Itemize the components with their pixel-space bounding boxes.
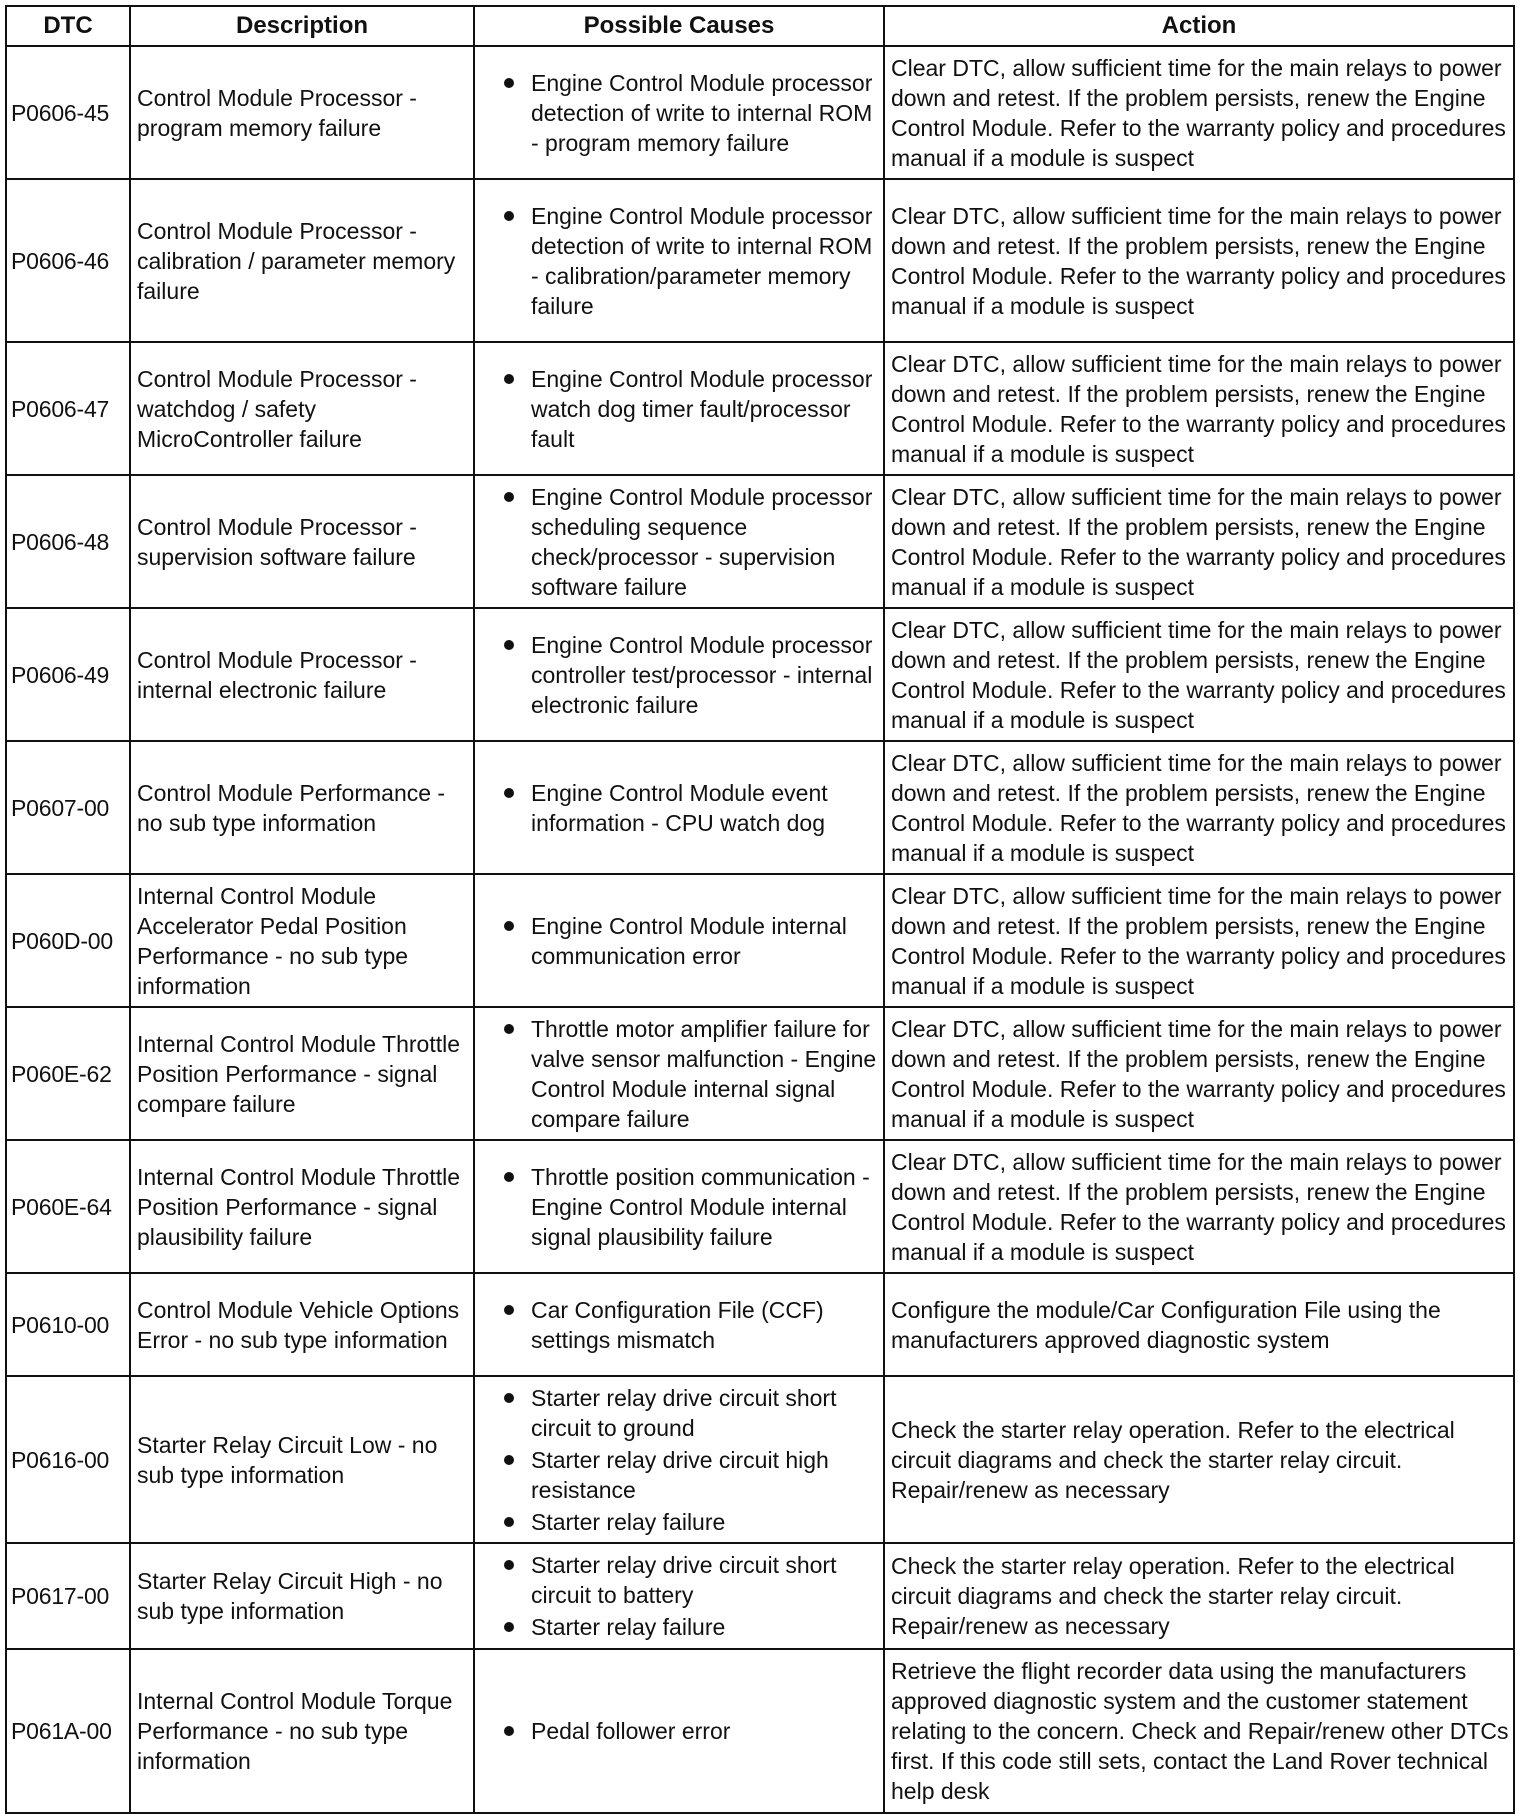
header-description: Description — [130, 6, 474, 46]
cause-item: Engine Control Module processor detection of write to internal ROM - program memory failure — [481, 68, 879, 158]
table-row — [6, 475, 1514, 608]
description-cell: Starter Relay Circuit Low - no sub type information — [130, 1376, 474, 1543]
table-body — [6, 46, 1514, 1813]
causes-cell — [474, 1273, 884, 1376]
dtc-code: P0617-00 — [6, 1543, 130, 1649]
causes-cell — [474, 179, 884, 342]
causes-list — [481, 1162, 879, 1252]
cause-item: Starter relay drive circuit short circuit to ground — [481, 1383, 879, 1443]
action-cell: Clear DTC, allow sufficient time for the main relays to power down and retest. If the problem persists, renew the Engine Control Module. Refer to the warranty policy and procedures manual if a module is suspect — [884, 179, 1514, 342]
action-cell: Clear DTC, allow sufficient time for the main relays to power down and retest. If the problem persists, renew the Engine Control Module. Refer to the warranty policy and procedures manual if a module is suspect — [884, 342, 1514, 475]
causes-list — [481, 630, 879, 720]
dtc-code: P060D-00 — [6, 874, 130, 1007]
dtc-code: P0606-45 — [6, 46, 130, 179]
action-cell: Check the starter relay operation. Refer to the electrical circuit diagrams and check the starter relay circuit. Repair/renew as necessary — [884, 1376, 1514, 1543]
cause-item: Starter relay drive circuit short circuit to battery — [481, 1550, 879, 1610]
header-action: Action — [884, 6, 1514, 46]
description-cell: Control Module Processor - calibration / parameter memory failure — [130, 179, 474, 342]
causes-list — [481, 1295, 879, 1355]
cause-item: Engine Control Module processor watch dog timer fault/processor fault — [481, 364, 879, 454]
table-row — [6, 1273, 1514, 1376]
causes-cell — [474, 741, 884, 874]
causes-cell — [474, 475, 884, 608]
description-cell: Internal Control Module Torque Performance - no sub type information — [130, 1649, 474, 1813]
causes-cell — [474, 1543, 884, 1649]
header-row — [6, 6, 1514, 46]
action-cell: Clear DTC, allow sufficient time for the main relays to power down and retest. If the problem persists, renew the Engine Control Module. Refer to the warranty policy and procedures manual if a module is suspect — [884, 1007, 1514, 1140]
action-cell: Clear DTC, allow sufficient time for the main relays to power down and retest. If the problem persists, renew the Engine Control Module. Refer to the warranty policy and procedures manual if a module is suspect — [884, 1140, 1514, 1273]
header-dtc: DTC — [6, 6, 130, 46]
dtc-code: P0616-00 — [6, 1376, 130, 1543]
causes-cell — [474, 1140, 884, 1273]
cause-item: Throttle position communication - Engine Control Module internal signal plausibility failure — [481, 1162, 879, 1252]
cause-item: Engine Control Module processor detection of write to internal ROM - calibration/parameter memory failure — [481, 201, 879, 321]
action-cell: Retrieve the flight recorder data using the manufacturers approved diagnostic system and the customer statement relating to the concern. Check and Repair/renew other DTCs first. If this code still sets, contact the Land Rover technical help desk — [884, 1649, 1514, 1813]
cause-item: Engine Control Module processor scheduling sequence check/processor - supervision software failure — [481, 482, 879, 602]
cause-item: Car Configuration File (CCF) settings mismatch — [481, 1295, 879, 1355]
description-cell: Control Module Processor - internal electronic failure — [130, 608, 474, 741]
dtc-code: P060E-62 — [6, 1007, 130, 1140]
cause-item: Engine Control Module event information - CPU watch dog — [481, 778, 879, 838]
description-cell: Internal Control Module Throttle Position Performance - signal plausibility failure — [130, 1140, 474, 1273]
action-cell: Check the starter relay operation. Refer to the electrical circuit diagrams and check the starter relay circuit. Repair/renew as necessary — [884, 1543, 1514, 1649]
causes-list — [481, 482, 879, 602]
dtc-code: P061A-00 — [6, 1649, 130, 1813]
causes-list — [481, 1383, 879, 1537]
causes-cell — [474, 46, 884, 179]
description-cell: Control Module Processor - watchdog / safety MicroController failure — [130, 342, 474, 475]
causes-list — [481, 1716, 879, 1746]
header-possible-causes: Possible Causes — [474, 6, 884, 46]
cause-item: Engine Control Module internal communication error — [481, 911, 879, 971]
causes-list — [481, 911, 879, 971]
table-row — [6, 46, 1514, 179]
action-cell: Clear DTC, allow sufficient time for the main relays to power down and retest. If the problem persists, renew the Engine Control Module. Refer to the warranty policy and procedures manual if a module is suspect — [884, 608, 1514, 741]
description-cell: Internal Control Module Throttle Position Performance - signal compare failure — [130, 1007, 474, 1140]
causes-cell — [474, 874, 884, 1007]
table-row — [6, 741, 1514, 874]
table-row — [6, 1140, 1514, 1273]
causes-cell — [474, 342, 884, 475]
table-row — [6, 342, 1514, 475]
cause-item: Starter relay failure — [481, 1612, 879, 1642]
dtc-code: P060E-64 — [6, 1140, 130, 1273]
action-cell: Clear DTC, allow sufficient time for the main relays to power down and retest. If the problem persists, renew the Engine Control Module. Refer to the warranty policy and procedures manual if a module is suspect — [884, 874, 1514, 1007]
table-header — [6, 6, 1514, 46]
cause-item: Throttle motor amplifier failure for valve sensor malfunction - Engine Control Module internal signal compare failure — [481, 1014, 879, 1134]
causes-list — [481, 1550, 879, 1642]
table-row — [6, 1649, 1514, 1813]
dtc-table-container — [5, 5, 1515, 1814]
table-row — [6, 874, 1514, 1007]
table-row — [6, 1543, 1514, 1649]
dtc-code: P0610-00 — [6, 1273, 130, 1376]
cause-item: Starter relay failure — [481, 1507, 879, 1537]
action-cell: Clear DTC, allow sufficient time for the main relays to power down and retest. If the problem persists, renew the Engine Control Module. Refer to the warranty policy and procedures manual if a module is suspect — [884, 475, 1514, 608]
dtc-table — [5, 5, 1515, 1814]
action-cell: Configure the module/Car Configuration File using the manufacturers approved diagnostic system — [884, 1273, 1514, 1376]
dtc-code: P0606-48 — [6, 475, 130, 608]
cause-item: Engine Control Module processor controller test/processor - internal electronic failure — [481, 630, 879, 720]
causes-list — [481, 1014, 879, 1134]
causes-cell — [474, 1649, 884, 1813]
causes-list — [481, 68, 879, 158]
cause-item: Pedal follower error — [481, 1716, 879, 1746]
table-row — [6, 179, 1514, 342]
dtc-code: P0606-49 — [6, 608, 130, 741]
description-cell: Starter Relay Circuit High - no sub type information — [130, 1543, 474, 1649]
description-cell: Control Module Processor - supervision software failure — [130, 475, 474, 608]
table-row — [6, 1007, 1514, 1140]
causes-cell — [474, 1376, 884, 1543]
table-row — [6, 608, 1514, 741]
description-cell: Control Module Vehicle Options Error - no sub type information — [130, 1273, 474, 1376]
causes-list — [481, 201, 879, 321]
description-cell: Control Module Performance - no sub type information — [130, 741, 474, 874]
causes-cell — [474, 1007, 884, 1140]
description-cell: Control Module Processor - program memory failure — [130, 46, 474, 179]
table-row — [6, 1376, 1514, 1543]
causes-list — [481, 364, 879, 454]
description-cell: Internal Control Module Accelerator Pedal Position Performance - no sub type information — [130, 874, 474, 1007]
causes-cell — [474, 608, 884, 741]
dtc-code: P0607-00 — [6, 741, 130, 874]
action-cell: Clear DTC, allow sufficient time for the main relays to power down and retest. If the problem persists, renew the Engine Control Module. Refer to the warranty policy and procedures manual if a module is suspect — [884, 46, 1514, 179]
action-cell: Clear DTC, allow sufficient time for the main relays to power down and retest. If the problem persists, renew the Engine Control Module. Refer to the warranty policy and procedures manual if a module is suspect — [884, 741, 1514, 874]
dtc-code: P0606-47 — [6, 342, 130, 475]
dtc-code: P0606-46 — [6, 179, 130, 342]
cause-item: Starter relay drive circuit high resistance — [481, 1445, 879, 1505]
causes-list — [481, 778, 879, 838]
